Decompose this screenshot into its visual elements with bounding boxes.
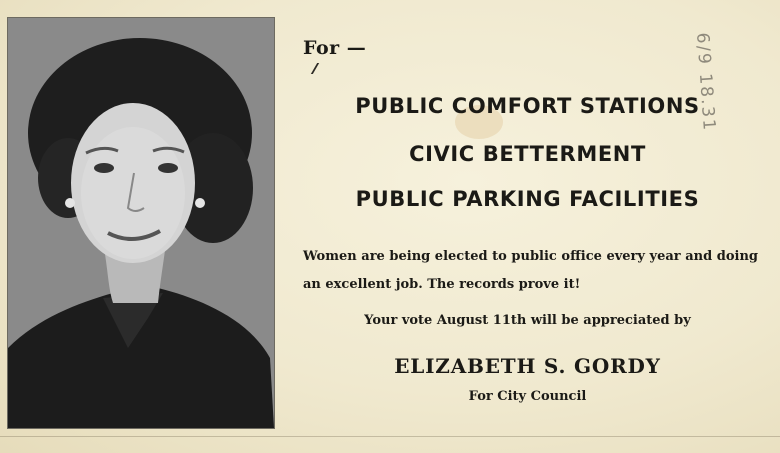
body-paragraph: Women are being elected to public office every year and doing an excellent job. The records prove it! xyxy=(303,249,758,292)
pencil-tick-mark xyxy=(311,63,327,74)
heading-comfort-stations: PUBLIC COMFORT STATIONS xyxy=(355,94,700,118)
pencil-annotation: 6/9 18.31 xyxy=(692,32,719,133)
for-label: For — xyxy=(303,37,367,59)
candidate-name: ELIZABETH S. GORDY xyxy=(394,354,661,378)
candidate-portrait xyxy=(8,18,274,428)
heading-parking-facilities: PUBLIC PARKING FACILITIES xyxy=(355,187,700,211)
vote-line: Your vote August 11th will be appreciated by xyxy=(364,313,691,328)
card-crease xyxy=(0,436,780,437)
heading-civic-betterment: CIVIC BETTERMENT xyxy=(409,142,646,166)
office-title: For City Council xyxy=(468,389,587,404)
